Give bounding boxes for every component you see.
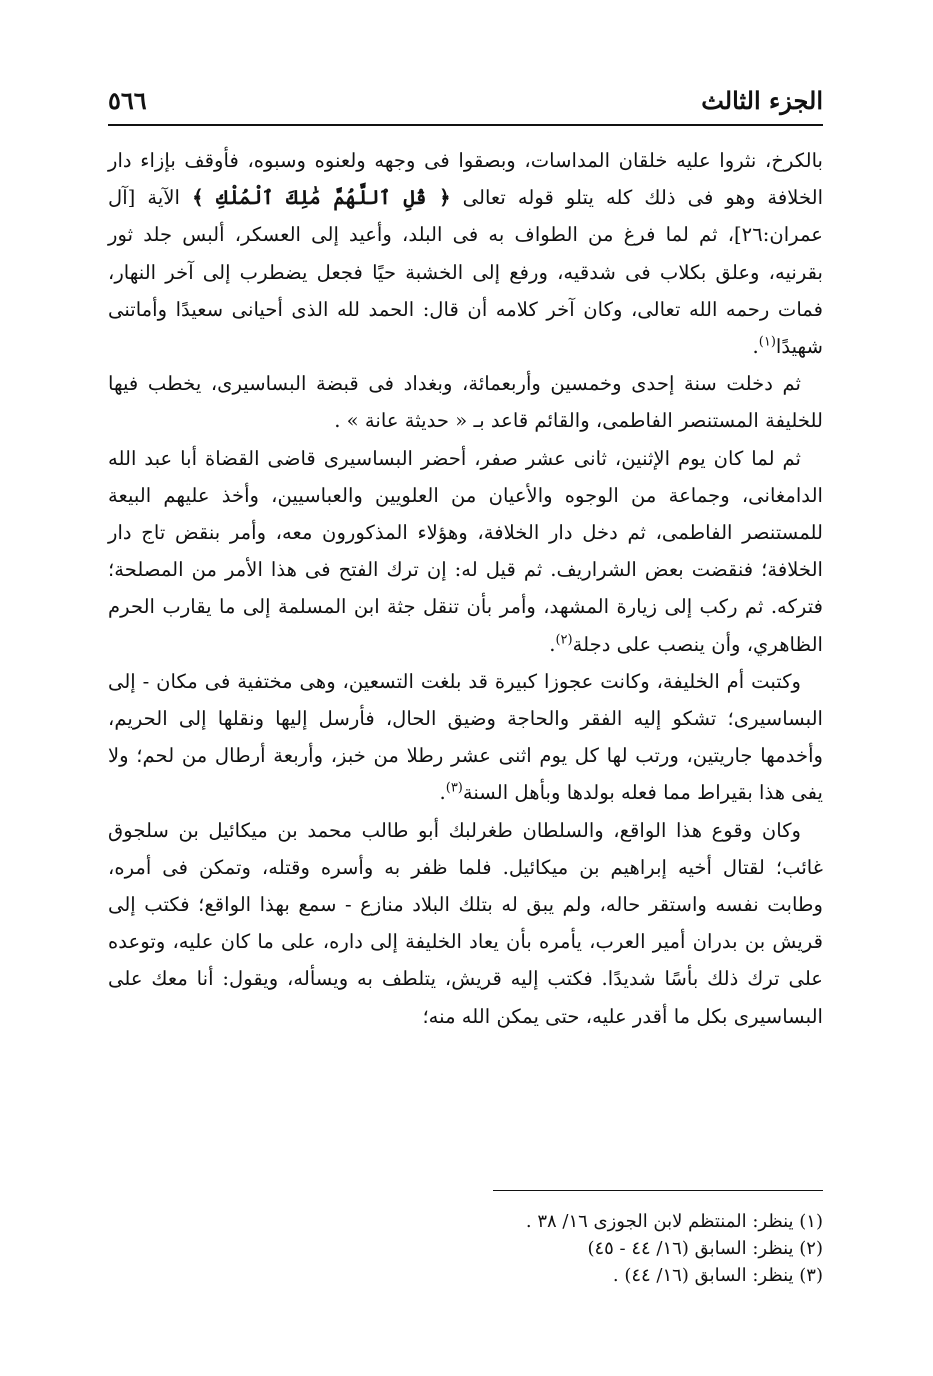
paragraph-1 <box>108 142 823 365</box>
paragraph-3 <box>108 440 823 663</box>
footnote-ref-2[interactable]: (٢) <box>555 632 573 648</box>
paragraph-1-end: . <box>752 335 759 359</box>
footnote-2: (٢) ينظر: السابق (١٦/ ٤٤ - ٤٥) <box>587 1238 823 1259</box>
footnote-ref-3[interactable]: (٣) <box>445 780 463 796</box>
paragraph-4-end: . <box>439 781 446 805</box>
footnote-1: (١) ينظر: المنتظم لابن الجوزى ١٦/ ٣٨ . <box>525 1211 823 1232</box>
paragraph-1-text-a: بالكرخ، نثروا عليه خلقان المداسات، وبصقوا فى وجهه ولعنوه وسبوه، فأوقف بإزاء دار الخلافة وهو فى ذلك كله يتلو قوله تعالى <box>108 149 824 210</box>
footnotes <box>108 1208 823 1289</box>
footnote-separator <box>493 1190 823 1191</box>
paragraph-2: ثم دخلت سنة إحدى وخمسين وأربعمائة، وبغداد فى قبضة البساسيرى، يخطب فيها للخليفة المستنصر الفاطمى، والقائم قاعد بـ « حديثة عانة » . <box>108 372 823 433</box>
footnote-ref-1[interactable]: (١) <box>758 334 776 350</box>
footnote-3: (٣) ينظر: السابق (١٦/ ٤٤) . <box>612 1265 823 1286</box>
page-number: ٥٦٦ <box>108 86 147 115</box>
main-text <box>108 142 823 1035</box>
quran-verse: ﴿ قُلِ ٱللَّهُمَّ مَٰلِكَ ٱلْمُلْكِ ﴾ <box>192 186 451 210</box>
paragraph-4-text: وكتبت أم الخليفة، وكانت عجوزا كبيرة قد بلغت التسعين، وهى مختفية فى مكان - إلى البساسيرى؛ تشكو إليه الفقر والحاجة وضيق الحال، فأرسل إليها ونقلها إلى الحريم، وأخدمها جاريتين، ورتب لها كل يوم اثنى عشر رطلا من خبز، وأربعة أرطال من لحم؛ ولا يفى هذا بقيراط مما فعله بولدها وبأهل السنة <box>108 669 823 805</box>
paragraph-1-text-b: الآية [آل عمران:٢٦]، ثم لما فرغ من الطواف به فى البلد، وأعيد إلى العسكر، ألبس جلد ثور بقرنيه، وعلق بكلاب فى شدقيه، ورفع إلى الخشبة حيًا فجعل يضطرب إلى آخر النهار، فمات رحمه الله تعالى، وكان آخر كلامه أن قال: الحمد لله الذى أحيانى سعيدًا وأماتنى شهيدًا <box>108 186 823 359</box>
header-title: الجزء الثالث <box>701 86 823 115</box>
running-header <box>108 82 823 126</box>
paragraph-3-end: . <box>549 632 556 656</box>
paragraph-4 <box>108 663 823 812</box>
paragraph-5: وكان وقوع هذا الواقع، والسلطان طغرلبك أبو طالب محمد بن ميكائيل بن سلجوق غائب؛ لقتال أخيه إبراهيم بن ميكائيل. فلما ظفر به وأسره وقتله، وتمكن فى أمره، وطابت نفسه واستقر حاله، ولم يبق له بتلك البلاد منازع - سمع بهذا الواقع؛ فكتب إلى قريش بن بدران أمير العرب، يأمره بأن يعاد الخليفة إلى داره، على ما كان عليه، وتوعده على ترك ذلك بأسًا شديدًا. فكتب إليه قريش، يتلطف به ويسأله، ويقول: أنا معك على البساسيرى بكل ما أقدر عليه، حتى يمكن الله منه؛ <box>108 818 823 1028</box>
paragraph-3-text: ثم لما كان يوم الإثنين، ثانى عشر صفر، أحضر البساسيرى قاضى القضاة أبا عبد الله الدامغانى، وجماعة من الوجوه والأعيان من العلويين والعباسيين، وأخذ عليهم البيعة للمستنصر الفاطمى، ثم دخل دار الخلافة، وهؤلاء المذكورون معه، وأمر بنقض تاج دار الخلافة؛ فنقضت بعض الشراريف. ثم قيل له: إن ترك الفتح فى هذا الأمر من المصلحة؛ فتركه. ثم ركب إلى زيارة المشهد، وأمر بأن تنقل جثة ابن المسلمة إلى ما يقارب الحرم الظاهري، وأن ينصب على دجلة <box>108 446 823 656</box>
